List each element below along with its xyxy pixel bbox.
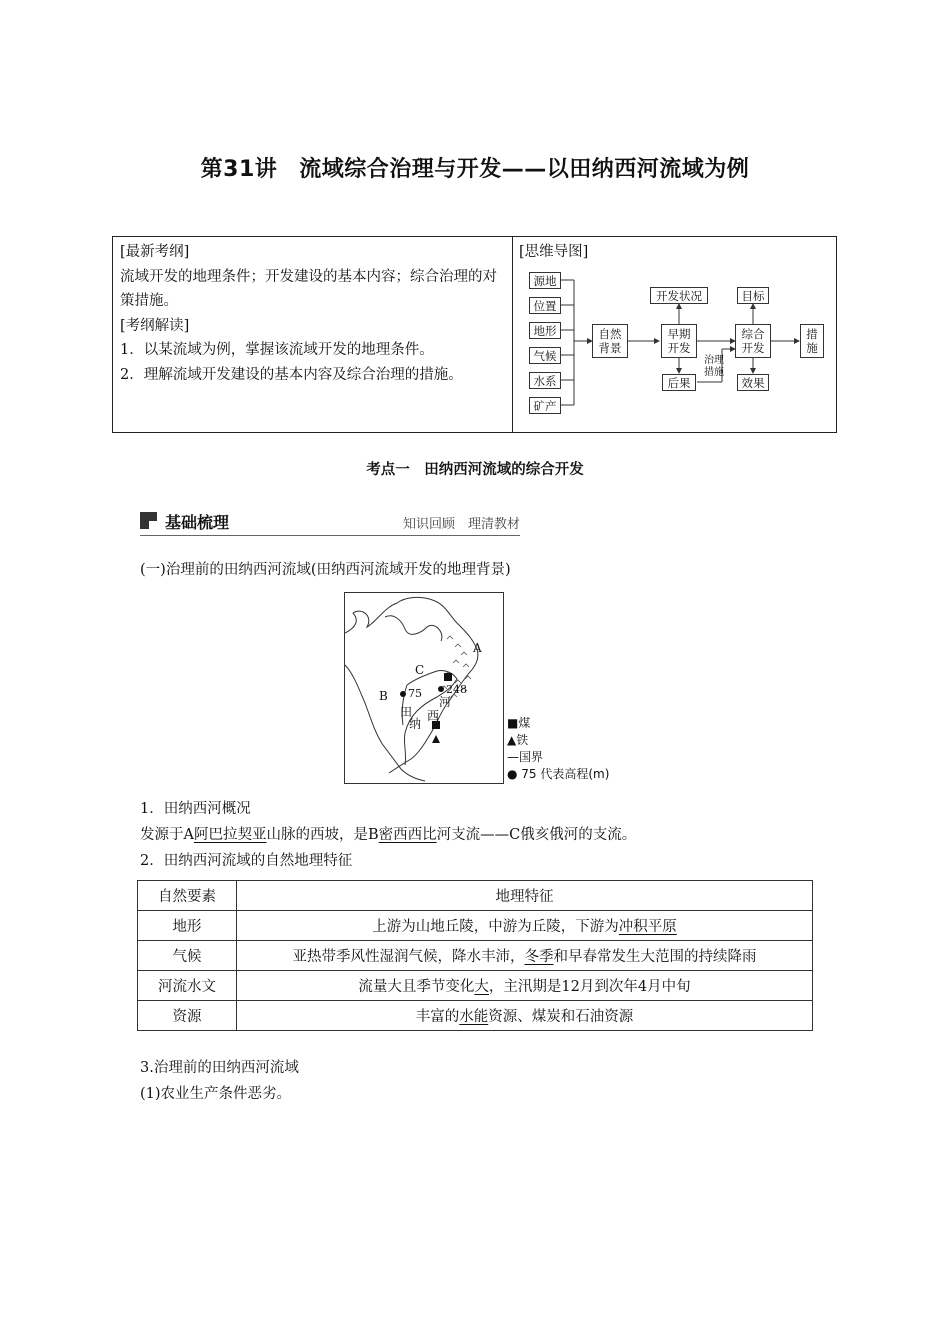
row-key: 气候 [138,941,237,971]
overview-t3: 河支流——C俄亥俄河的支流。 [436,827,637,843]
answer-blank: 水能 [459,1009,489,1025]
answer-blank: 冲积平原 [618,919,677,935]
map-legend [507,715,627,783]
tennessee-map [344,592,504,784]
table-row [138,911,813,941]
features-heading: 2．田纳西河流域的自然地理特征 [140,853,353,869]
overview-t1: 发源于A [140,827,194,843]
part1-heading: (一)治理前的田纳西河流域(田纳西河流域开发的地理背景) [140,562,511,578]
answer-blank: 大 [474,979,489,995]
answer-appalachian: 阿巴拉契亚 [193,827,267,843]
map-label-a: A [473,641,482,655]
mind-map [0,0,950,440]
header-feature: 地理特征 [237,881,813,911]
map-elevation-248: 248 [446,683,467,696]
legend-elevation: ● 75 代表高程(m) [507,767,610,781]
mindmap-factor-climate: 气候 [529,347,561,364]
before-heading: 3.治理前的田纳西河流域 [140,1060,299,1076]
map-drawing [345,593,504,784]
mindmap-treatment-label: 治理措施 [704,355,724,378]
features-table [137,880,813,1031]
header-element: 自然要素 [138,881,237,911]
mindmap-factor-source: 源地 [529,272,561,289]
row-value: 丰富的水能资源、煤炭和石油资源 [237,1001,813,1031]
mindmap-factor-terrain: 地形 [529,322,561,339]
outline-text-1: 流域开发的地理条件；开发建设的基本内容；综合治理的对策措施。 [120,268,497,309]
mindmap-early-development: 早期开发 [661,324,697,358]
mindmap-consequence: 后果 [662,374,696,391]
answer-mississippi: 密西西比 [378,827,437,843]
overview-heading: 1．田纳西河概况 [140,801,251,817]
mindmap-measures: 措施 [800,324,824,358]
outline-item-2: 2．理解流域开发建设的基本内容及综合治理的措施。 [120,366,463,383]
map-river-char-2: 纳 [409,717,422,731]
answer-blank: 冬季 [524,949,554,965]
mindmap-goal: 目标 [737,287,769,304]
table-row [138,971,813,1001]
row-key: 河流水文 [138,971,237,1001]
row-value: 上游为山地丘陵，中游为丘陵，下游为冲积平原 [237,911,813,941]
section-heading: 考点一 田纳西河流域的综合开发 [366,462,584,478]
before-item: (1)农业生产条件恶劣。 [140,1086,292,1102]
row-key: 地形 [138,911,237,941]
banner-subtitle: 知识回顾 理清教材 [402,517,520,532]
row-value: 亚热带季风性湿润气候，降水丰沛，冬季和早春常发生大范围的持续降雨 [237,941,813,971]
row-key: 资源 [138,1001,237,1031]
map-label-b: B [379,689,388,703]
lecture-number: 第31讲 [200,157,278,182]
banner-label: 基础梳理 [165,513,230,532]
map-river-char-1: 田 [400,705,413,719]
mindmap-effect: 效果 [737,374,769,391]
table-row [138,1001,813,1031]
map-elevation-75: 75 [408,687,422,700]
legend-coal: ■煤 [507,716,531,730]
outline-item-1: 1．以某流域为例，掌握该流域开发的地理条件。 [120,342,434,358]
table-header-row [138,881,813,911]
mindmap-factor-location: 位置 [529,297,561,314]
outline-label-2: [考纲解读] [120,317,190,334]
outline-label-1: [最新考纲] [120,244,190,260]
map-label-c: C [415,663,425,677]
row-value: 流量大且季节变化大，主汛期是12月到次年4月中旬 [237,971,813,1001]
map-river-char-3: 西 [427,709,440,723]
mindmap-natural-background: 自然背景 [592,324,628,358]
mindmap-development-status: 开发状况 [650,287,708,304]
lecture-topic: 流域综合治理与开发——以田纳西河流域为例 [299,157,750,182]
mindmap-comprehensive-development: 综合开发 [735,324,771,358]
mindmap-title: [思维导图] [519,244,589,260]
basics-banner [140,508,520,538]
mindmap-factor-water: 水系 [529,372,561,389]
mindmap-factor-minerals: 矿产 [529,397,561,414]
table-row [138,941,813,971]
legend-border: —国界 [507,750,544,764]
mindmap-connectors [0,0,950,440]
map-river-char-4: 河 [439,695,452,709]
legend-iron: ▲铁 [507,733,529,747]
overview-t2: 山脉的西坡，是B [266,827,379,843]
overview-text [140,825,636,845]
